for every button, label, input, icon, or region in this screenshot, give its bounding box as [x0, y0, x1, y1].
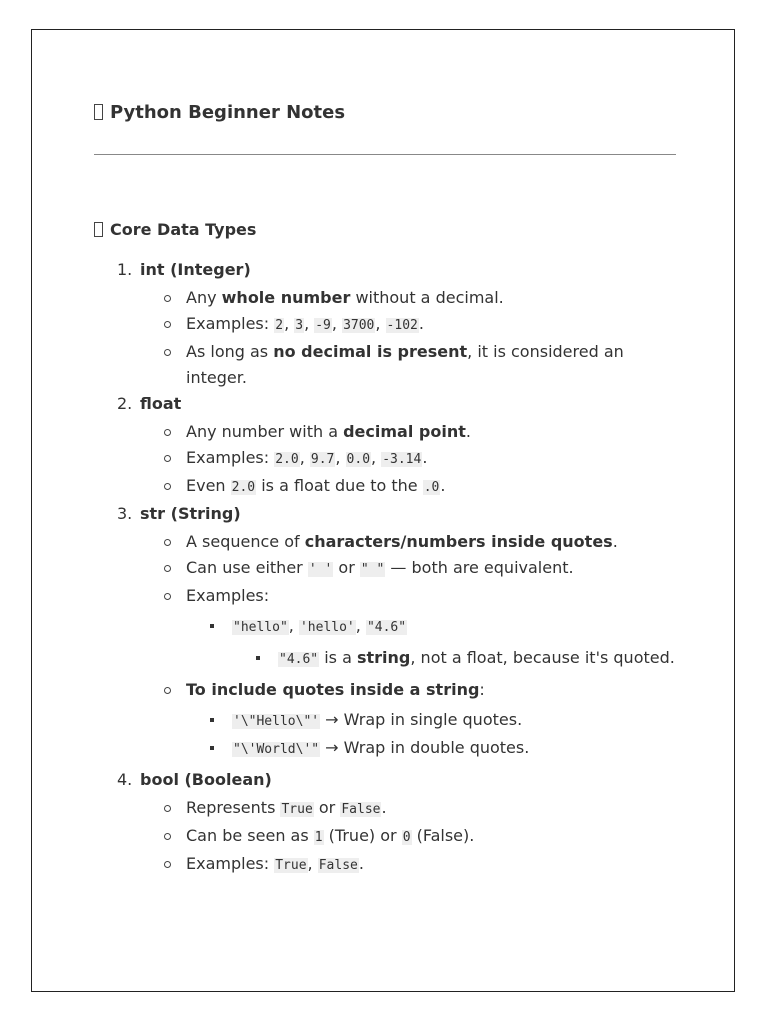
code-snippet: -102 [386, 318, 418, 333]
code-snippet: "\'World\'" [233, 742, 320, 757]
list-number: 2. [117, 394, 133, 413]
type-name: str (String) [140, 504, 241, 523]
code-snippet: 1 [314, 830, 323, 845]
text: (True) or [323, 826, 402, 845]
sub-list [140, 285, 676, 391]
list-item: "hello", 'hello', "4.6" "4.6" is a string, not a float, because it's quoted. [186, 613, 676, 673]
text: . [358, 854, 364, 873]
text: is a [319, 648, 357, 667]
code-snippet: 2 [275, 318, 284, 333]
text: or [333, 558, 360, 577]
list-item [140, 285, 676, 311]
list-item [140, 677, 676, 763]
text: (False). [411, 826, 475, 845]
code-snippet: "hello" [233, 620, 288, 635]
section-heading [94, 220, 256, 239]
sub-list [140, 795, 676, 879]
text: Examples: [186, 448, 275, 467]
text: Even [186, 476, 231, 495]
code-snippet: True [281, 802, 313, 817]
bold-text: characters/numbers inside quotes [304, 532, 613, 551]
code-snippet: "4.6" [279, 652, 319, 667]
type-name: int (Integer) [140, 260, 251, 279]
type-name: bool (Boolean) [140, 770, 272, 789]
text: Can be seen as [186, 826, 314, 845]
text: is a float due to the [256, 476, 423, 495]
list-number: 1. [117, 260, 133, 279]
page-title [94, 102, 345, 123]
list-item [186, 707, 676, 735]
text: . [440, 476, 446, 495]
text: → Wrap in single quotes. [320, 710, 523, 729]
code-snippet: ' ' [308, 562, 333, 577]
text: : [479, 680, 485, 699]
bold-text: To include quotes inside a string [186, 680, 480, 699]
code-snippet: "4.6" [366, 620, 407, 635]
code-snippet: 2.0 [275, 452, 299, 467]
bold-text: whole number [221, 288, 351, 307]
list-item [186, 735, 676, 763]
sub-list [140, 529, 676, 763]
code-snippet: 'hello' [299, 620, 355, 635]
text: A sequence of [186, 532, 305, 551]
list-item [140, 419, 676, 445]
code-snippet: 3700 [343, 318, 375, 333]
list-number: 4. [117, 770, 133, 789]
list-number: 3. [117, 504, 133, 523]
code-snippet: False [318, 858, 358, 873]
code-snippet: 2.0 [231, 480, 256, 495]
text: As long as [186, 342, 274, 361]
title-divider [94, 154, 676, 155]
sub-sub-list [232, 645, 676, 673]
text: Examples: [186, 854, 275, 873]
sub-list [140, 419, 676, 501]
bold-text: decimal point [343, 422, 466, 441]
text: Represents [186, 798, 281, 817]
bold-text: string [356, 648, 411, 667]
document-page [31, 29, 735, 992]
sub-sub-list [186, 707, 676, 763]
list-item: Examples: 2.0, 9.7, 0.0, -3.14. [140, 445, 676, 473]
section-heading-text: Core Data Types [110, 220, 257, 239]
text: Any [186, 288, 222, 307]
text: Any number with a [186, 422, 344, 441]
list-item [232, 645, 676, 673]
type-item-bool [94, 767, 676, 879]
type-item-str [94, 501, 676, 763]
list-item: Examples: True, False. [140, 851, 676, 879]
code-snippet: True [275, 858, 307, 873]
code-snippet: -9 [315, 318, 331, 333]
type-item-float [94, 391, 676, 501]
text: . [612, 532, 618, 551]
text: without a decimal. [350, 288, 504, 307]
list-item [140, 339, 676, 391]
code-snippet: .0 [423, 480, 440, 495]
list-item [140, 795, 676, 823]
type-name: float [140, 394, 182, 413]
text: → Wrap in double quotes. [320, 738, 530, 757]
list-item [140, 583, 676, 673]
code-snippet: " " [360, 562, 385, 577]
code-snippet: -3.14 [382, 452, 422, 467]
bold-text: no decimal is present [273, 342, 468, 361]
code-snippet: 9.7 [310, 452, 335, 467]
text: Can use either [186, 558, 308, 577]
code-snippet: 0.0 [346, 452, 371, 467]
text: or [313, 798, 341, 817]
list-item: Examples: 2, 3, -9, 3700, -102. [140, 311, 676, 339]
text: Examples: [186, 314, 275, 333]
missing-emoji-icon [94, 222, 103, 237]
text: , not a float, because it's quoted. [410, 648, 675, 667]
list-item [140, 823, 676, 851]
page-title-text: Python Beginner Notes [110, 102, 346, 123]
text: , it is considered an integer. [186, 342, 624, 387]
code-snippet: 0 [402, 830, 411, 845]
list-item [140, 473, 676, 501]
type-item-int [94, 257, 676, 391]
sub-sub-list [186, 613, 676, 673]
data-types-list [94, 257, 676, 879]
list-item [140, 529, 676, 555]
code-snippet: '\"Hello\"' [233, 714, 320, 729]
list-item [140, 555, 676, 583]
code-snippet: 3 [295, 318, 304, 333]
text: Examples: [186, 586, 270, 605]
text: . [381, 798, 387, 817]
text: . [465, 422, 471, 441]
text: — both are equivalent. [385, 558, 574, 577]
missing-emoji-icon [94, 104, 103, 120]
code-snippet: False [341, 802, 381, 817]
